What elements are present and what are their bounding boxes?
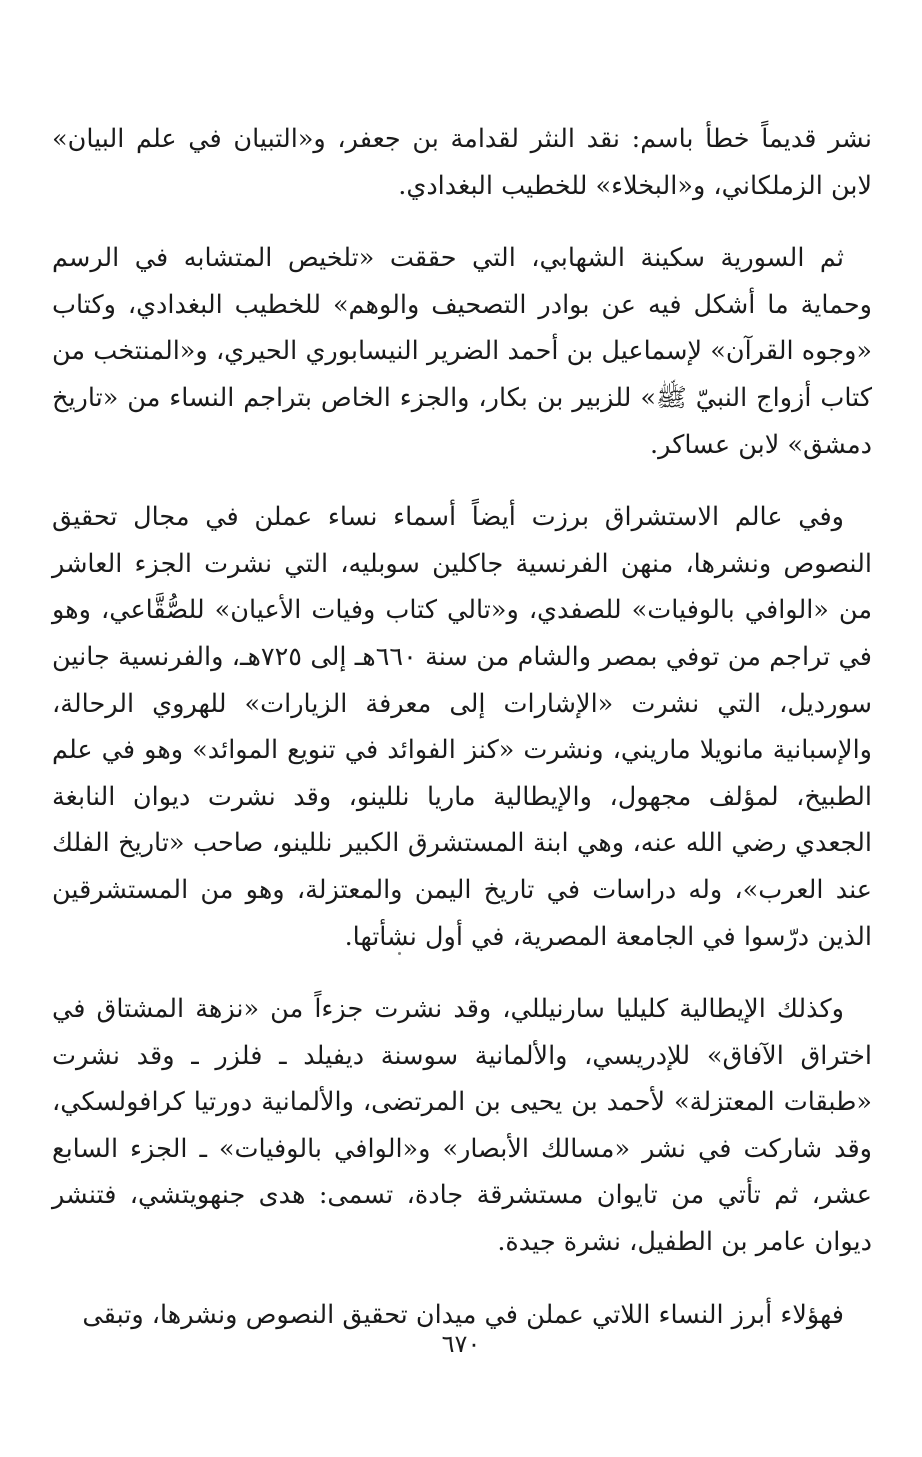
page-number: ٦٧٠: [441, 1330, 481, 1358]
paragraph-5: فهؤلاء أبرز النساء اللاتي عملن في ميدان تحقيق النصوص ونشرها، وتبقى: [82, 1299, 844, 1330]
paragraph-3: وفي عالم الاستشراق برزت أيضاً أسماء نساء عملن في مجال تحقيق النصوص ونشرها، منهن الفرنسية جاكلين سوبليه، التي نشرت الجزء العاشر من «الوافي بالوفيات» للصفدي، و«تالي كتاب وفيات الأعيان» للصُّقَّاعي، وهو في تراجم من توفي بمصر والشام من سنة ٦٦٠هـ إلى ٧٢٥هـ، والفرنسية جانين سورديل، التي نشرت «الإشارات إلى معرفة الزيارات» للهروي الرحالة، والإسبانية مانويلا ماريني، ونشرت «كنز الفوائد في تنويع الموائد» وهو في علم الطبيخ، لمؤلف مجهول، والإيطالية ماريا نللينو، وقد نشرت ديوان النابغة الجعدي رضي الله عنه، وهي ابنة المستشرق الكبير نللينو، صاحب «تاريخ الفلك عند العرب»، وله دراسات في تاريخ اليمن والمعتزلة، وهو من المستشرقين الذين درّسوا في الجامعة المصرية، في أول نشأتها.: [52, 502, 872, 952]
scan-speck: [398, 952, 401, 955]
body-text: [52, 116, 872, 1364]
paragraph-2: ثم السورية سكينة الشهابي، التي حققت «تلخيص المتشابه في الرسم وحماية ما أشكل فيه عن بوادر التصحيف والوهم» للخطيب البغدادي، وكتاب «وجوه القرآن» لإسماعيل بن أحمد الضرير النيسابوري الحيري، و«المنتخب من كتاب أزواج النبيّ ﷺ» للزبير بن بكار، والجزء الخاص بتراجم النساء من «تاريخ دمشق» لابن عساكر.: [52, 243, 872, 460]
paragraph-1: نشر قديماً خطأ باسم: نقد النثر لقدامة بن جعفر، و«التبيان في علم البيان» لابن الزملكاني، و«البخلاء» للخطيب البغدادي.: [52, 124, 872, 201]
paragraph-4: وكذلك الإيطالية كليليا سارنيللي، وقد نشرت جزءاً من «نزهة المشتاق في اختراق الآفاق» للإدريسي، والألمانية سوسنة ديفيلد ـ فلزر ـ وقد نشرت «طبقات المعتزلة» لأحمد بن يحيى بن المرتضى، والألمانية دورتيا كرافولسكي، وقد شاركت في نشر «مسالك الأبصار» و«الوافي بالوفيات» ـ الجزء السابع عشر، ثم تأتي من تايوان مستشرقة جادة، تسمى: هدى جنهويتشي، فتنشر ديوان عامر بن الطفيل، نشرة جيدة.: [52, 994, 872, 1258]
